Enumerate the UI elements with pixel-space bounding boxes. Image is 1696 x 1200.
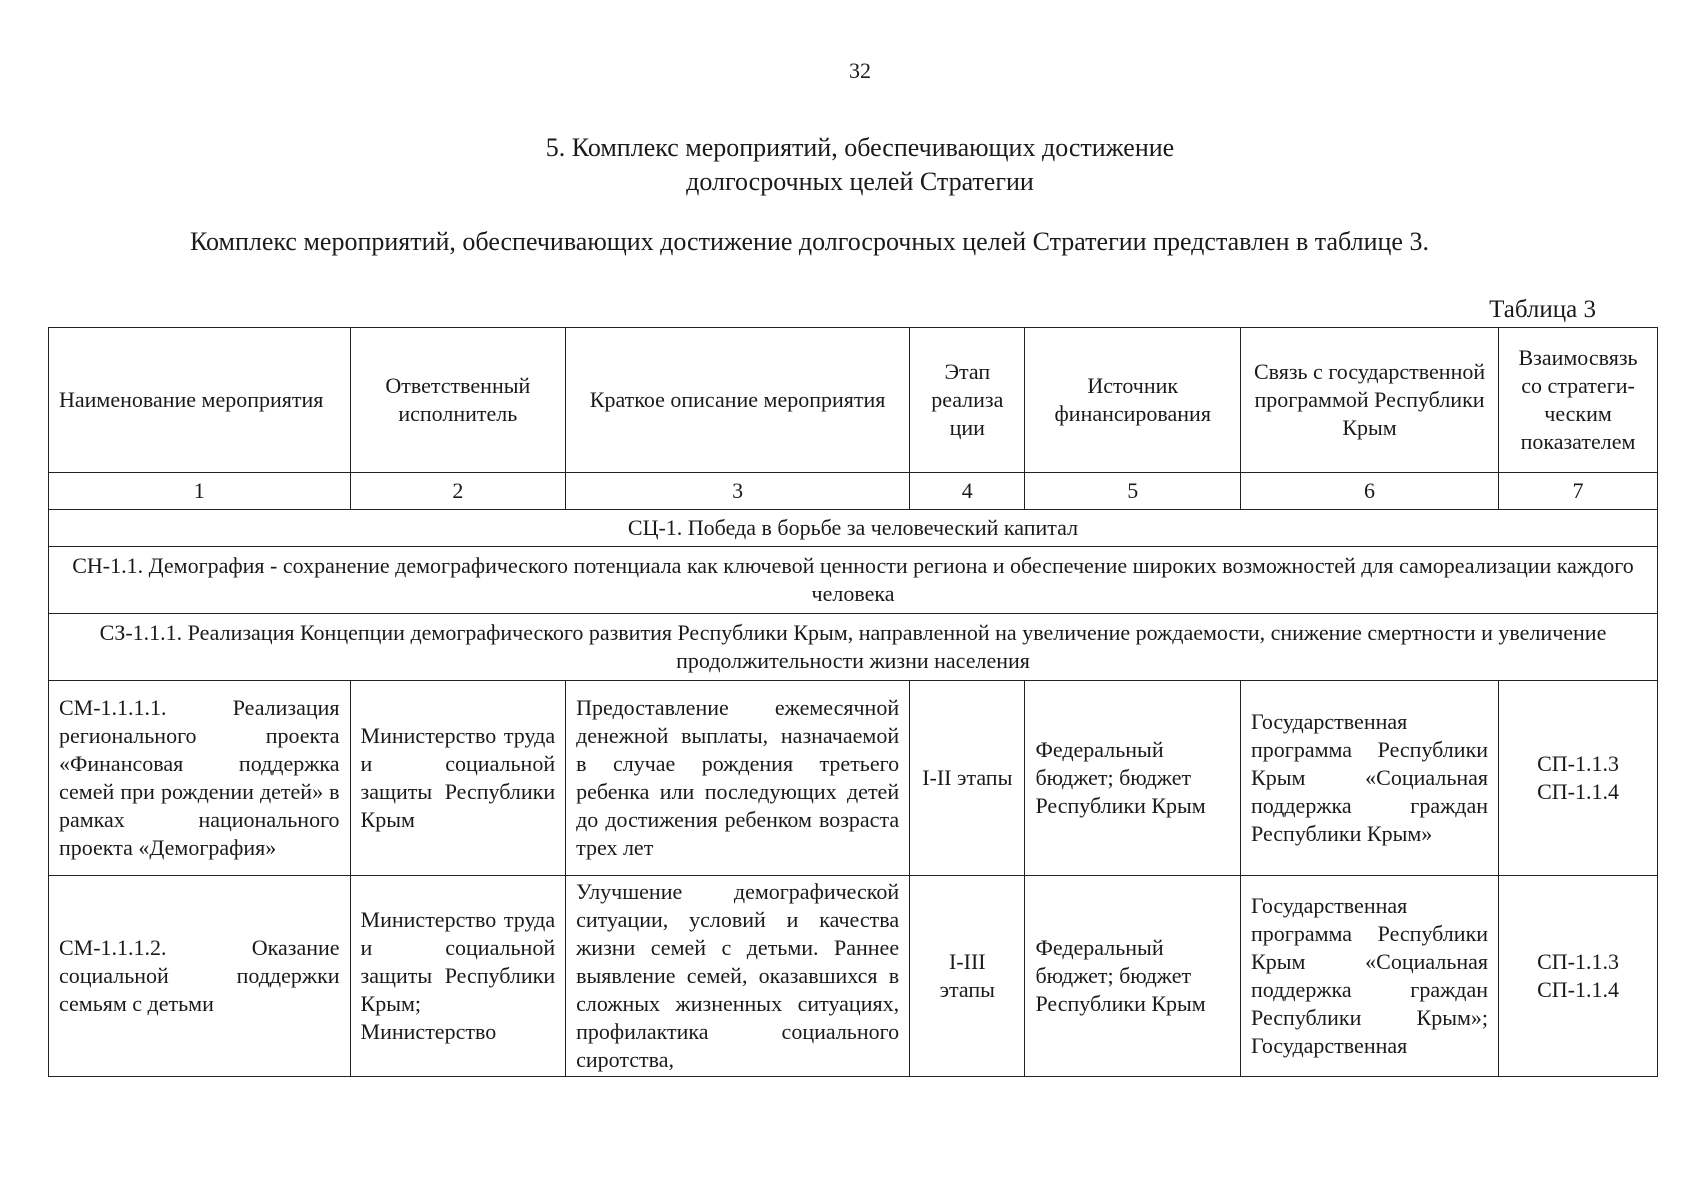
column-number: 7 [1499, 473, 1658, 510]
group-row-direction [49, 547, 1658, 614]
section-title-line-1: 5. Комплекс мероприятий, обеспечивающих достижение [545, 133, 1175, 162]
measure-description: Улучшение демографической ситуации, условий и качества жизни семей с детьми. Раннее выявление семей, оказавшихся в сложных жизненных ситуациях, профилактика социального сиротства, [566, 876, 910, 1077]
indicator-code: СП-1.1.4 [1537, 779, 1619, 804]
header-funding: Источник финансирования [1025, 328, 1241, 473]
section-title-line-2: долгосрочных целей Стратегии [686, 167, 1034, 196]
strategic-task: СЗ-1.1.1. Реализация Концепции демографического развития Республики Крым, направленной на увеличение рождаемости, снижение смертности и увеличение продолжительности жизни населения [49, 614, 1658, 681]
table-caption: Таблица 3 [1489, 296, 1596, 323]
header-program: Связь с государственной программой Республики Крым [1241, 328, 1499, 473]
indicator-code: СП-1.1.3 [1537, 949, 1619, 974]
column-number: 1 [49, 473, 351, 510]
measure-stage: I-II этапы [910, 681, 1025, 876]
measure-indicators [1499, 876, 1658, 1077]
strategic-direction: СН-1.1. Демография - сохранение демографического потенциала как ключевой ценности региона и обеспечение широких возможностей для самореализации каждого человека [49, 547, 1658, 614]
header-description: Краткое описание мероприятия [566, 328, 910, 473]
table-row [49, 681, 1658, 876]
strategic-goal: СЦ-1. Победа в борьбе за человеческий капитал [49, 510, 1658, 547]
column-number: 6 [1241, 473, 1499, 510]
measure-stage: I-III этапы [910, 876, 1025, 1077]
header-executor: Ответственный исполнитель [350, 328, 566, 473]
measure-description: Предоставление ежемесячной денежной выплаты, назначаемой в случае рождения третьего ребенка или последующих детей до достижения ребенком возраста трех лет [566, 681, 910, 876]
measure-program: Государственная программа Республики Крым «Социальная поддержка граждан Республики Крым»; Государственная [1241, 876, 1499, 1077]
group-row-task [49, 614, 1658, 681]
measure-program: Государственная программа Республики Крым «Социальная поддержка граждан Республики Крым» [1241, 681, 1499, 876]
column-number-row [49, 473, 1658, 510]
column-number: 3 [566, 473, 910, 510]
column-number: 4 [910, 473, 1025, 510]
measure-funding: Федеральный бюджет; бюджет Республики Крым [1025, 876, 1241, 1077]
group-row-goal [49, 510, 1658, 547]
measure-indicators [1499, 681, 1658, 876]
intro-paragraph: Комплекс мероприятий, обеспечивающих достижение долгосрочных целей Стратегии представлен в таблице 3. [190, 227, 1429, 256]
column-number: 5 [1025, 473, 1241, 510]
measure-funding: Федеральный бюджет; бюджет Республики Крым [1025, 681, 1241, 876]
indicator-code: СП-1.1.3 [1537, 751, 1619, 776]
section-title [0, 131, 1696, 199]
header-name: Наименование мероприятия [49, 328, 351, 473]
column-number: 2 [350, 473, 566, 510]
measure-executor: Министерство труда и социальной защиты Республики Крым [350, 681, 566, 876]
measure-name: СМ-1.1.1.1. Реализация регионального проекта «Финансовая поддержка семей при рождении детей» в рамках национального проекта «Демография» [49, 681, 351, 876]
measure-executor: Министерство труда и социальной защиты Республики Крым; Министерство [350, 876, 566, 1077]
header-stage: Этап реализа ции [910, 328, 1025, 473]
table-row [49, 876, 1658, 1077]
measures-table [48, 327, 1658, 1077]
page-number: 32 [849, 58, 871, 83]
indicator-code: СП-1.1.4 [1537, 977, 1619, 1002]
table-header-row [49, 328, 1658, 473]
measure-name: СМ-1.1.1.2. Оказание социальной поддержки семьям с детьми [49, 876, 351, 1077]
header-indicator: Взаимосвязь со стратеги- ческим показателем [1499, 328, 1658, 473]
